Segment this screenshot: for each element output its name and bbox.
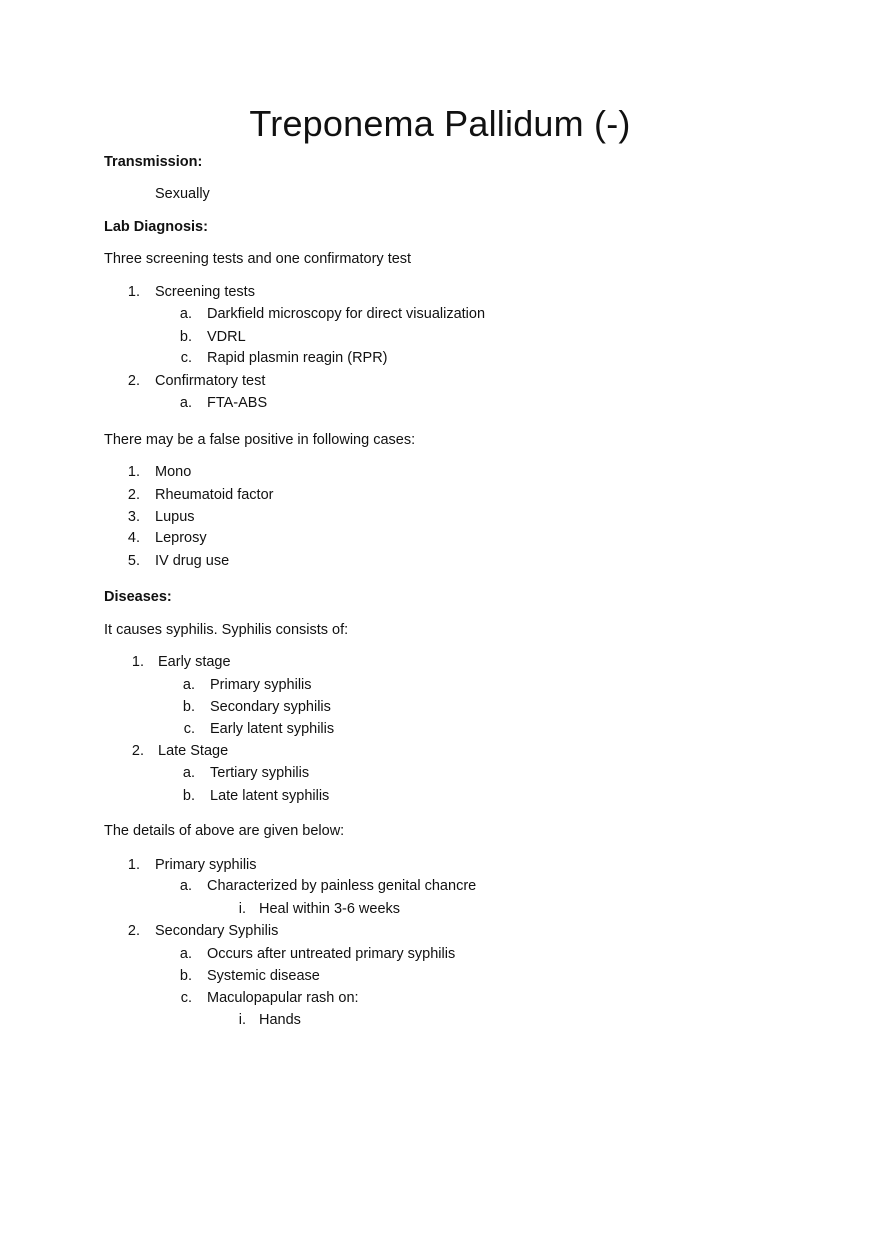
list-marker: c. [180,350,192,366]
list-marker: 2. [127,373,140,389]
list-item: VDRL [207,329,246,345]
details-intro: The details of above are given below: [104,823,345,839]
list-marker: a. [182,765,195,781]
list-item: Characterized by painless genital chancre [207,878,477,894]
lab-diagnosis-heading: Lab Diagnosis: [104,219,208,235]
list-marker: 2. [131,743,144,759]
list-item: Lupus [155,509,195,525]
list-item: Heal within 3-6 weeks [259,901,401,917]
lab-diagnosis-intro: Three screening tests and one confirmatory test [104,251,412,267]
list-marker: 1. [131,654,144,670]
list-marker: 2. [127,487,140,503]
list-item: Confirmatory test [155,373,266,389]
list-item: Darkfield microscopy for direct visualization [207,306,486,322]
list-item: Primary syphilis [210,677,312,693]
diseases-heading: Diseases: [104,589,172,605]
list-item: Mono [155,464,192,480]
page-title: Treponema Pallidum (-) [249,103,631,144]
diseases-intro: It causes syphilis. Syphilis consists of: [104,622,349,638]
list-item: Occurs after untreated primary syphilis [207,946,456,962]
list-marker: 1. [127,857,140,873]
list-item: Rheumatoid factor [155,487,274,503]
list-marker: 1. [127,464,140,480]
list-marker: c. [183,721,195,737]
list-marker: b. [179,329,192,345]
list-marker: a. [179,946,192,962]
list-item: Early latent syphilis [210,721,335,737]
list-item: Systemic disease [207,968,320,984]
list-item: Primary syphilis [155,857,257,873]
list-marker: b. [182,788,195,804]
list-marker: 2. [127,923,140,939]
list-marker: b. [182,699,195,715]
list-marker: 3. [127,509,140,525]
list-item: IV drug use [155,553,230,569]
list-marker: 5. [127,553,140,569]
transmission-heading: Transmission: [104,154,203,170]
list-marker: a. [179,306,192,322]
list-item: Secondary syphilis [210,699,331,715]
list-marker: a. [182,677,195,693]
list-marker: 1. [127,284,140,300]
transmission-value: Sexually [155,186,210,202]
false-positive-intro: There may be a false positive in following cases: [104,432,416,448]
list-item: Maculopapular rash on: [207,990,359,1006]
list-item: Late latent syphilis [210,788,330,804]
list-item: Late Stage [158,743,229,759]
list-item: Leprosy [155,530,207,546]
list-item: Early stage [158,654,231,670]
list-item: Tertiary syphilis [210,765,310,781]
list-marker: i. [238,901,246,917]
list-marker: b. [179,968,192,984]
list-marker: a. [179,878,192,894]
list-marker: c. [180,990,192,1006]
list-item: Hands [259,1012,301,1028]
list-item: Screening tests [155,284,255,300]
list-marker: 4. [127,530,140,546]
list-marker: a. [179,395,192,411]
list-item: Secondary Syphilis [155,923,279,939]
list-item: FTA-ABS [207,395,268,411]
list-marker: i. [238,1012,246,1028]
list-item: Rapid plasmin reagin (RPR) [207,350,388,366]
